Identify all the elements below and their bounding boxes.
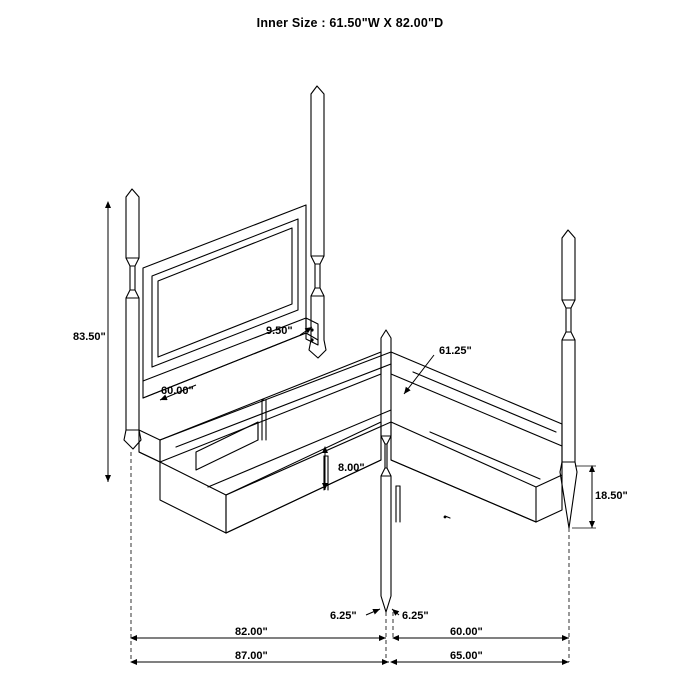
dim-label-bed-length-left: 82.00" [235, 626, 268, 638]
extension-lines [131, 452, 569, 662]
dim-label-overall-height: 83.50" [73, 331, 106, 343]
dim-label-overall-width: 65.00" [450, 650, 483, 662]
dim-label-headboard-width: 60.00" [161, 385, 194, 397]
dim-label-headboard-panel-height: 9.50" [266, 325, 293, 337]
page-title: Inner Size : 61.50"W X 82.00"D [256, 16, 444, 30]
dim-label-overall-length: 87.00" [235, 650, 268, 662]
bed-geometry [124, 86, 577, 612]
dim-label-foot-left: 6.25" [330, 610, 357, 622]
dim-label-post-clearance: 18.50" [595, 490, 628, 502]
dim-label-foot-right: 6.25" [402, 610, 429, 622]
dim-label-rail-span: 61.25" [439, 345, 472, 357]
dim-label-bed-width-right: 60.00" [450, 626, 483, 638]
dim-label-slat-height: 8.00" [338, 462, 365, 474]
